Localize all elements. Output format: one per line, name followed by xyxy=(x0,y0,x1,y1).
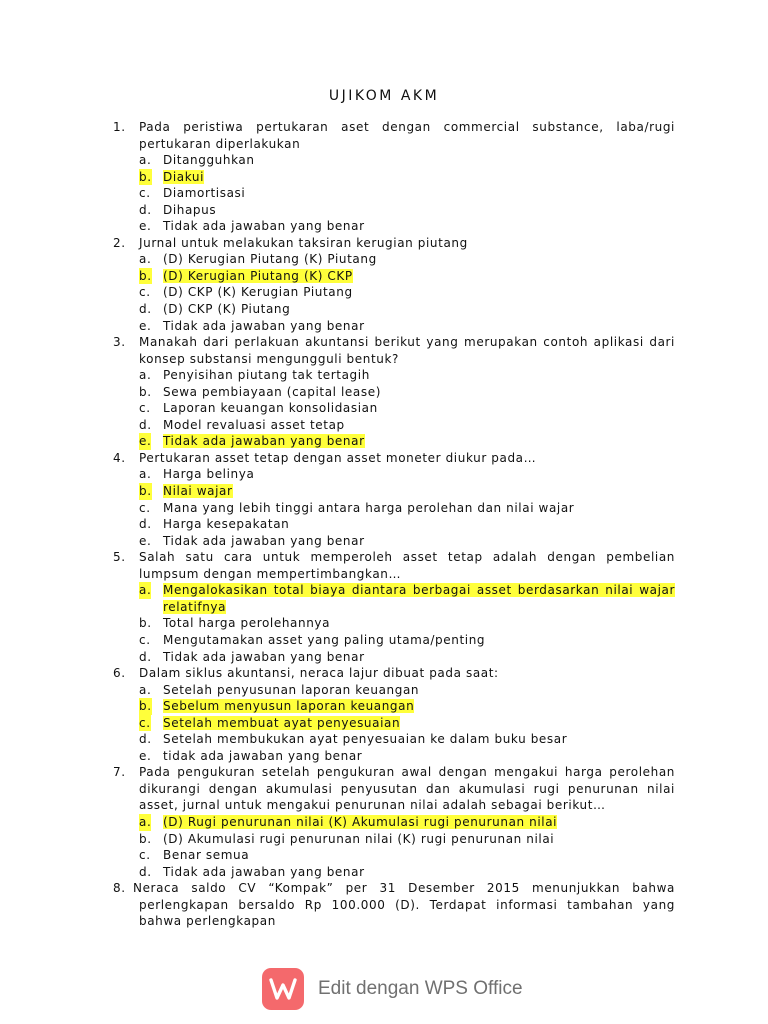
question-number: 1. xyxy=(113,120,126,134)
option-label: b. xyxy=(139,699,152,714)
highlighted-answer-text: Nilai wajar xyxy=(163,484,233,499)
option-label: c. xyxy=(139,285,151,300)
option-label: c. xyxy=(139,632,151,647)
highlighted-answer-text: Sebelum menyusun laporan keuangan xyxy=(163,699,415,714)
answer-option xyxy=(139,301,675,318)
option-label: b. xyxy=(139,484,152,499)
question-stem: Dalam siklus akuntansi, neraca lajur dibuat pada saat: xyxy=(139,666,499,681)
option-label: a. xyxy=(139,467,152,482)
option-text: Harga kesepakatan xyxy=(163,517,290,532)
question-list xyxy=(113,119,675,930)
option-text: Setelah membukukan ayat penyesuaian ke dalam buku besar xyxy=(163,732,568,747)
option-text: (D) Akumulasi rugi penurunan nilai (K) rugi penurunan nilai xyxy=(163,831,555,846)
answer-option xyxy=(139,698,675,715)
option-label: e. xyxy=(139,748,152,763)
answer-option xyxy=(139,582,675,615)
highlighted-answer-text: Mengalokasikan total biaya diantara berbagai asset berdasarkan nilai wajar relatifnya xyxy=(163,583,675,614)
option-label: a. xyxy=(139,252,152,267)
answer-option xyxy=(139,682,675,699)
answer-option xyxy=(139,384,675,401)
option-label: d. xyxy=(139,417,152,432)
answer-option xyxy=(139,169,675,186)
option-text: Tidak ada jawaban yang benar xyxy=(163,219,365,234)
question-stem: Jurnal untuk melakukan taksiran kerugian piutang xyxy=(139,235,468,250)
question-2 xyxy=(113,235,675,334)
wps-edit-label[interactable]: Edit dengan WPS Office xyxy=(318,978,523,999)
option-text: tidak ada jawaban yang benar xyxy=(163,748,363,763)
highlighted-answer-text: (D) Rugi penurunan nilai (K) Akumulasi rugi penurunan nilai xyxy=(163,814,558,829)
option-label: c. xyxy=(139,500,151,515)
question-5 xyxy=(113,549,675,665)
answer-option xyxy=(139,202,675,219)
highlighted-answer-text: (D) Kerugian Piutang (K) CKP xyxy=(163,268,353,283)
answer-option xyxy=(139,500,675,517)
answer-option xyxy=(139,731,675,748)
question-6 xyxy=(113,665,675,764)
option-text: Harga belinya xyxy=(163,467,255,482)
answer-option xyxy=(139,466,675,483)
option-label: c. xyxy=(139,401,151,416)
option-label: a. xyxy=(139,682,152,697)
answer-option xyxy=(139,433,675,450)
answer-option xyxy=(139,632,675,649)
answer-option xyxy=(139,831,675,848)
option-text: Penyisihan piutang tak tertagih xyxy=(163,368,370,383)
answer-option xyxy=(139,847,675,864)
answer-option xyxy=(139,185,675,202)
option-text: Sewa pembiayaan (capital lease) xyxy=(163,384,381,399)
question-number: 2. xyxy=(113,235,126,250)
question-stem: Neraca saldo CV “Kompak” per 31 Desember 2015 menunjukkan bahwa perlengkapan bersaldo Rp 100.000 (D). Terdapat informasi tambahan yang bahwa perlengkapan xyxy=(133,881,675,929)
option-text: Model revaluasi asset tetap xyxy=(163,417,345,432)
question-number: 7. xyxy=(113,765,126,780)
option-text: Tidak ada jawaban yang benar xyxy=(163,864,365,879)
answer-option xyxy=(139,268,675,285)
answer-option xyxy=(139,417,675,434)
highlighted-answer-text: Tidak ada jawaban yang benar xyxy=(163,434,365,449)
document-title: UJIKOM AKM xyxy=(328,88,440,104)
option-label: d. xyxy=(139,864,152,879)
option-label: c. xyxy=(139,848,151,863)
answer-option xyxy=(139,318,675,335)
option-label: d. xyxy=(139,302,152,317)
option-label: a. xyxy=(139,153,152,168)
option-text: Mengutamakan asset yang paling utama/penting xyxy=(163,632,486,647)
option-label: d. xyxy=(139,732,152,747)
question-stem: Pertukaran asset tetap dengan asset moneter diukur pada… xyxy=(139,450,537,465)
highlighted-answer-text: Setelah membuat ayat penyesuaian xyxy=(163,715,401,730)
answer-option xyxy=(139,715,675,732)
question-3 xyxy=(113,334,675,450)
option-label: b. xyxy=(139,384,152,399)
question-1 xyxy=(113,119,675,235)
answer-option xyxy=(139,483,675,500)
wps-edit-banner[interactable] xyxy=(262,968,523,1010)
answer-option xyxy=(139,516,675,533)
answer-option xyxy=(139,284,675,301)
option-text: (D) Kerugian Piutang (K) Piutang xyxy=(163,252,377,267)
option-text: Diamortisasi xyxy=(163,186,246,201)
answer-option xyxy=(139,367,675,384)
answer-option xyxy=(139,814,675,831)
highlighted-answer-text: Diakui xyxy=(163,169,205,184)
option-text: (D) CKP (K) Piutang xyxy=(163,302,291,317)
question-number: 8. xyxy=(113,881,126,896)
answer-option xyxy=(139,864,675,881)
question-number: 4. xyxy=(113,450,126,465)
question-7 xyxy=(113,764,675,880)
question-stem: Manakah dari perlakuan akuntansi berikut yang merupakan contoh aplikasi dari konsep substansi mengungguli bentuk? xyxy=(139,335,675,366)
option-text: Tidak ada jawaban yang benar xyxy=(163,649,365,664)
question-stem: Pada peristiwa pertukaran aset dengan commercial substance, laba/rugi pertukaran diperlakukan xyxy=(139,120,675,151)
answer-option xyxy=(139,251,675,268)
answer-option xyxy=(139,400,675,417)
option-text: Benar semua xyxy=(163,848,250,863)
option-label: e. xyxy=(139,434,152,449)
option-text: Tidak ada jawaban yang benar xyxy=(163,318,365,333)
option-text: Tidak ada jawaban yang benar xyxy=(163,533,365,548)
option-text: Total harga perolehannya xyxy=(163,616,331,631)
option-label: d. xyxy=(139,202,152,217)
question-4 xyxy=(113,450,675,549)
option-label: e. xyxy=(139,219,152,234)
answer-option xyxy=(139,152,675,169)
question-stem: Pada pengukuran setelah pengukuran awal dengan mengakui harga perolehan dikurangi dengan akumulasi penyusutan dan akumulasi rugi penurunan nilai asset, jurnal untuk mengakui penurunan nilai adalah sebagai berikut… xyxy=(139,765,675,813)
option-text: Dihapus xyxy=(163,202,217,217)
question-stem: Salah satu cara untuk memperoleh asset tetap adalah dengan pembelian lumpsum dengan mempertimbangkan… xyxy=(139,550,675,581)
option-text: Ditangguhkan xyxy=(163,153,255,168)
option-label: b. xyxy=(139,169,152,184)
question-8 xyxy=(113,880,675,930)
answer-option xyxy=(139,649,675,666)
question-number: 5. xyxy=(113,550,126,565)
option-label: e. xyxy=(139,533,152,548)
option-label: b. xyxy=(139,268,152,283)
option-label: d. xyxy=(139,649,152,664)
option-label: a. xyxy=(139,814,152,829)
option-text: Mana yang lebih tinggi antara harga perolehan dan nilai wajar xyxy=(163,500,575,515)
option-label: b. xyxy=(139,831,152,846)
wps-logo-icon[interactable] xyxy=(262,968,304,1010)
option-label: b. xyxy=(139,616,152,631)
answer-option xyxy=(139,615,675,632)
option-label: a. xyxy=(139,368,152,383)
answer-option xyxy=(139,218,675,235)
question-number: 3. xyxy=(113,335,126,350)
option-label: e. xyxy=(139,318,152,333)
option-label: c. xyxy=(139,186,151,201)
option-text: (D) CKP (K) Kerugian Piutang xyxy=(163,285,353,300)
question-number: 6. xyxy=(113,666,126,681)
option-label: d. xyxy=(139,517,152,532)
answer-option xyxy=(139,748,675,765)
option-text: Laporan keuangan konsolidasian xyxy=(163,401,378,416)
option-label: a. xyxy=(139,583,152,598)
answer-option xyxy=(139,533,675,550)
option-text: Setelah penyusunan laporan keuangan xyxy=(163,682,420,697)
option-label: c. xyxy=(139,715,151,730)
